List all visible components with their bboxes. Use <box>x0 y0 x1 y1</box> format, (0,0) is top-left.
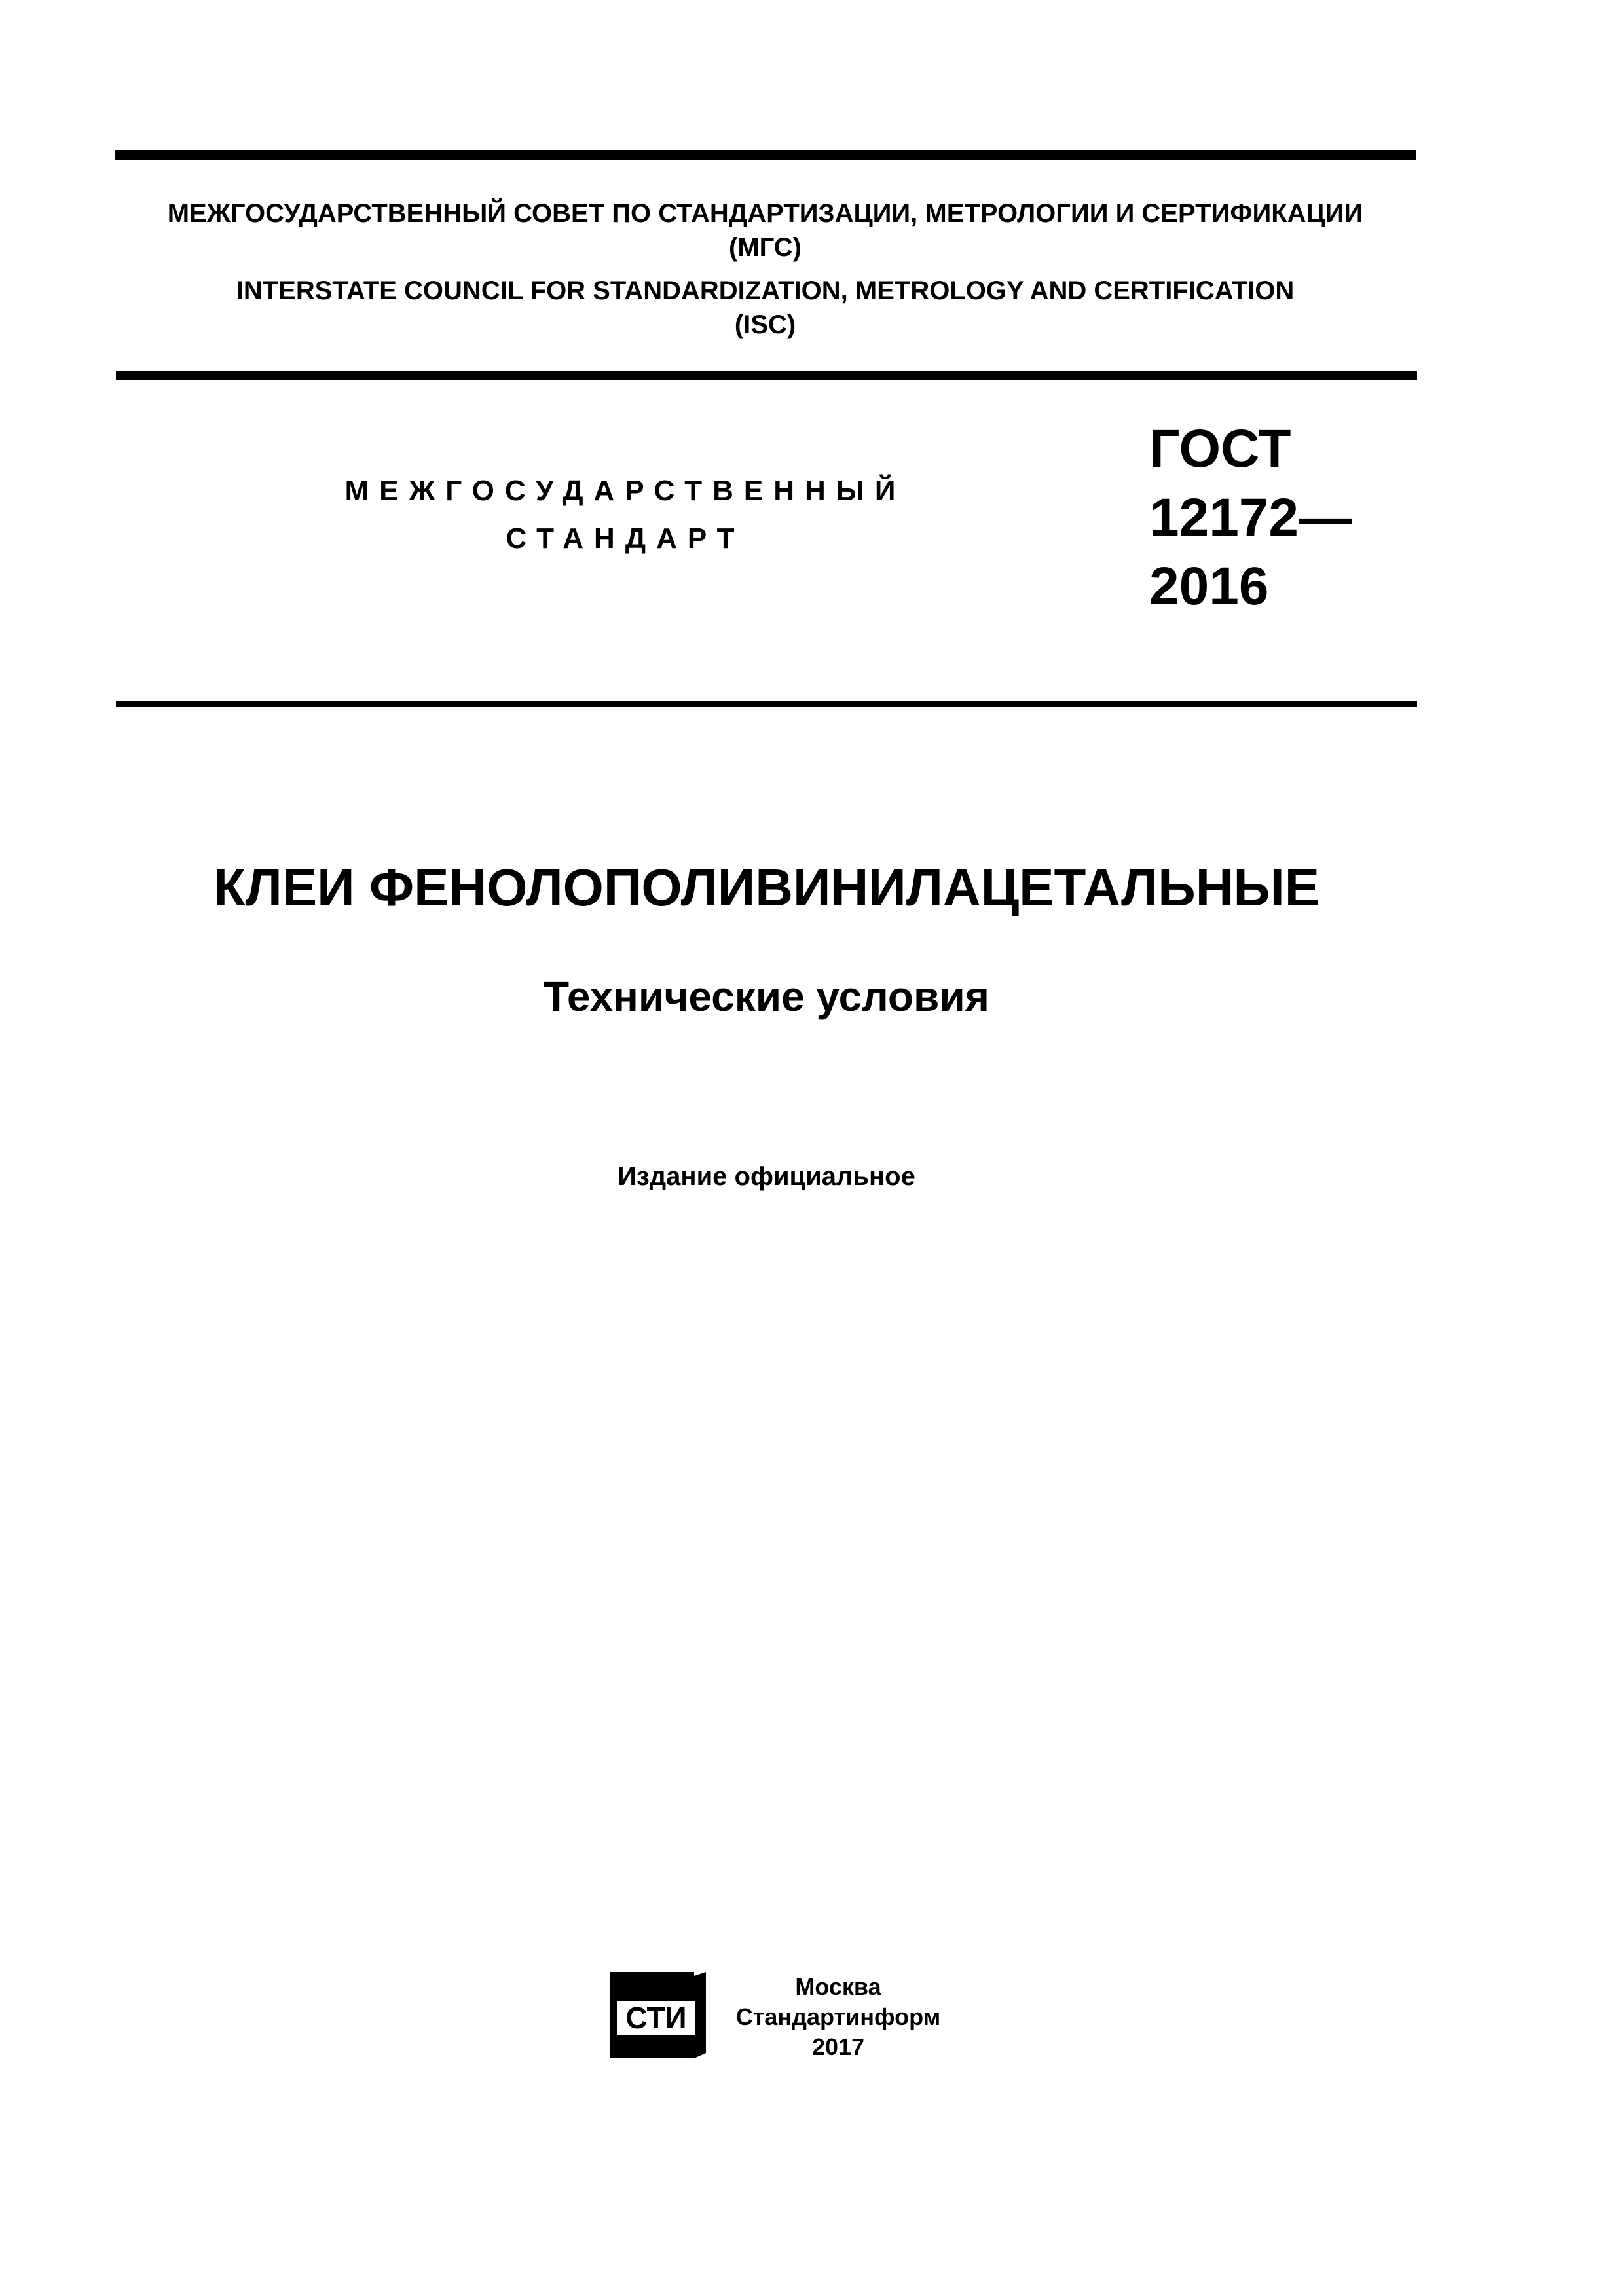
standard-type-line1: МЕЖГОСУДАРСТВЕННЫЙ <box>344 475 906 507</box>
publisher-city: Москва <box>795 1973 881 2000</box>
council-name-en: INTERSTATE COUNCIL FOR STANDARDIZATION, METROLOGY AND CERTIFICATION <box>236 276 1295 305</box>
document-title: КЛЕИ ФЕНОЛОПОЛИВИНИЛАЦЕТАЛЬНЫЕ <box>213 858 1320 917</box>
standartinform-logo-icon <box>609 1971 707 2062</box>
publication-year: 2017 <box>811 2033 865 2060</box>
standard-type-line2: СТАНДАРТ <box>506 522 745 555</box>
bottom-divider <box>116 701 1417 707</box>
document-subtitle: Технические условия <box>543 973 990 1020</box>
gost-number: 12172— <box>1149 488 1353 547</box>
council-name-ru: МЕЖГОСУДАРСТВЕННЫЙ СОВЕТ ПО СТАНДАРТИЗАЦИИ, МЕТРОЛОГИИ И СЕРТИФИКАЦИИ <box>167 199 1363 228</box>
council-abbr-ru: (МГС) <box>729 233 802 262</box>
logo-lettering: СТИ <box>625 2001 687 2035</box>
council-abbr-en: (ISC) <box>734 310 796 339</box>
gost-label: ГОСТ <box>1149 419 1291 479</box>
edition-note: Издание официальное <box>618 1162 915 1191</box>
gost-year: 2016 <box>1149 556 1269 616</box>
top-divider <box>115 150 1416 160</box>
publisher-name: Стандартинформ <box>735 2003 941 2030</box>
middle-divider <box>116 371 1417 380</box>
